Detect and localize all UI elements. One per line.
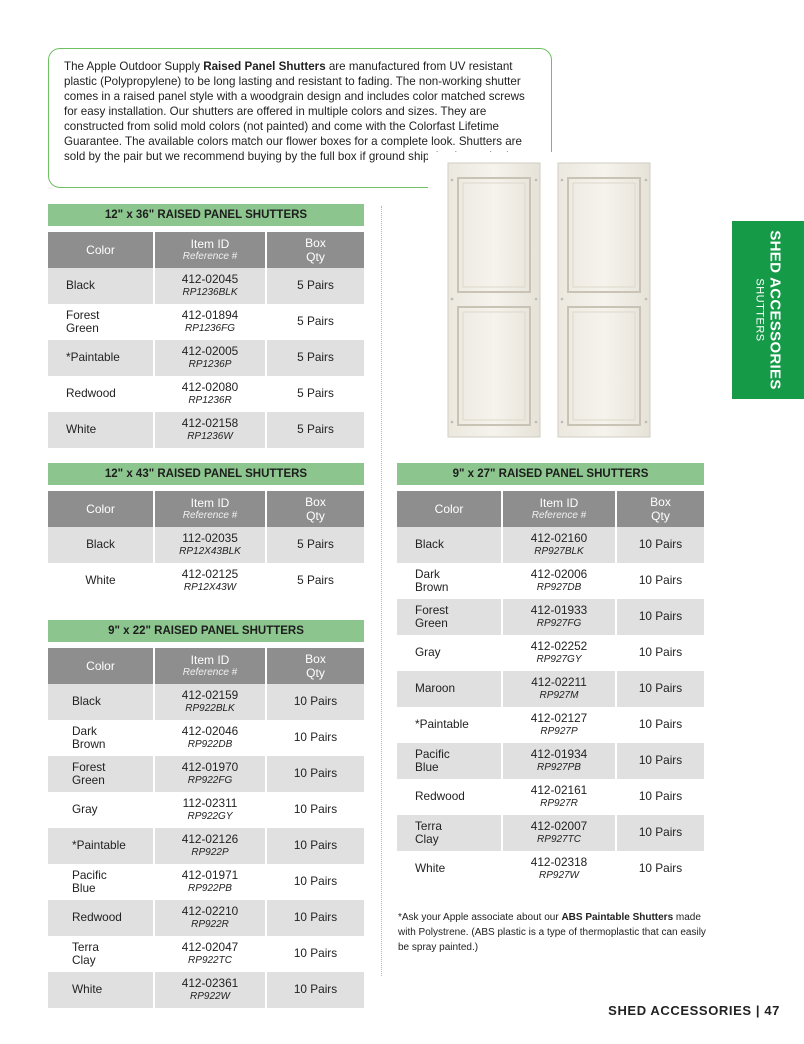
cell-item-id xyxy=(503,563,617,599)
cell-box-qty: 5 Pairs xyxy=(297,314,334,329)
cell-box-qty: 5 Pairs xyxy=(297,350,334,365)
reference-number: RP12X43W xyxy=(183,581,237,593)
header-qty-label: Qty xyxy=(306,250,325,264)
intro-product-name: Raised Panel Shutters xyxy=(203,60,326,73)
cell-color: White xyxy=(397,851,503,887)
cell-color: *Paintable xyxy=(48,340,155,376)
cell-item-id xyxy=(503,851,617,887)
reference-number: RP922P xyxy=(191,846,229,858)
header-box-label: Box xyxy=(305,236,326,250)
cell-box-qty: 10 Pairs xyxy=(293,982,338,997)
header-box-qty xyxy=(617,491,704,527)
header-reference-label: Reference # xyxy=(182,251,238,262)
footnote xyxy=(398,910,708,955)
reference-number: RP1236R xyxy=(188,394,232,406)
cell-box-qty: 10 Pairs xyxy=(293,730,338,745)
cell-item-id xyxy=(155,684,267,720)
cell-item-id xyxy=(155,527,267,563)
header-item-id-label: Item ID xyxy=(539,496,579,510)
item-id: 412-02080 xyxy=(181,380,239,395)
cell-item-id xyxy=(155,268,267,304)
reference-number: RP1236FG xyxy=(184,322,236,334)
reference-number: RP927P xyxy=(540,725,578,737)
cell-color: Terra Clay xyxy=(397,815,503,851)
cell-box-qty: 5 Pairs xyxy=(297,573,334,588)
reference-number: RP927FG xyxy=(536,617,582,629)
table-row xyxy=(48,864,364,900)
cell-box-qty: 10 Pairs xyxy=(293,694,338,709)
cell-color: Black xyxy=(48,684,155,720)
cell-box-qty: 10 Pairs xyxy=(293,874,338,889)
cell-item-id xyxy=(503,671,617,707)
table-header xyxy=(48,491,364,527)
cell-color: Dark Brown xyxy=(48,720,155,756)
table-row xyxy=(397,851,704,887)
table-row xyxy=(48,828,364,864)
cell-item-id xyxy=(155,828,267,864)
table-row xyxy=(48,268,364,304)
reference-number: RP922FG xyxy=(187,774,233,786)
cell-item-id xyxy=(155,376,267,412)
item-id: 412-02160 xyxy=(530,531,588,546)
cell-color: Pacific Blue xyxy=(48,864,155,900)
cell-color: White xyxy=(48,412,155,448)
header-item-id xyxy=(155,491,267,527)
folio-separator: | xyxy=(751,1003,765,1018)
table-row xyxy=(48,720,364,756)
column-divider xyxy=(381,206,382,976)
header-item-id xyxy=(155,232,267,268)
cell-box-qty: 10 Pairs xyxy=(638,789,683,804)
folio-section: SHED ACCESSORIES xyxy=(608,1003,752,1018)
reference-number: RP927GY xyxy=(536,653,582,665)
cell-item-id xyxy=(155,864,267,900)
header-reference-label: Reference # xyxy=(182,667,238,678)
table-row xyxy=(397,779,704,815)
table-header xyxy=(397,491,704,527)
reference-number: RP927DB xyxy=(536,581,582,593)
item-id: 412-02127 xyxy=(530,711,588,726)
footnote-text-2: made with Polystrene. (ABS plastic is a type of thermoplastic that can easily be spray painted.) xyxy=(398,912,706,953)
cell-item-id xyxy=(155,563,267,599)
page-number: 47 xyxy=(764,1003,780,1018)
header-box-label: Box xyxy=(305,495,326,509)
item-id: 412-02161 xyxy=(530,783,588,798)
reference-number: RP12X43BLK xyxy=(179,545,241,557)
cell-color: Gray xyxy=(397,635,503,671)
reference-number: RP922TC xyxy=(188,954,232,966)
cell-box-qty: 10 Pairs xyxy=(293,946,338,961)
item-id: 412-01933 xyxy=(530,603,588,618)
header-qty-label: Qty xyxy=(306,509,325,523)
cell-item-id xyxy=(155,900,267,936)
table-row xyxy=(48,376,364,412)
cell-box-qty: 10 Pairs xyxy=(638,645,683,660)
cell-color: White xyxy=(48,563,155,599)
table-row xyxy=(48,412,364,448)
cell-color: *Paintable xyxy=(397,707,503,743)
intro-text-1: The Apple Outdoor Supply xyxy=(64,60,204,73)
intro-text-2: are manufactured from UV resistant plastic (Polypropylene) to be long lasting and resistant to fading. The non-working shutter comes in a raised panel style with a woodgrain design and includes color matched screws for easy installation. Our shutters are offered in multiple colors and sizes. They are constructed from solid mold colors (not painted) and come with the Colorfast Lifetime Guarantee. The available colors match our flower boxes for a complete look. Shutters are sold by the pair but we recommend buying by the full box if ground shipping is required. xyxy=(64,60,525,163)
item-id: 112-02311 xyxy=(182,796,238,811)
item-id: 412-02005 xyxy=(181,344,239,359)
section-side-tab xyxy=(732,221,804,399)
header-reference-label: Reference # xyxy=(531,510,587,521)
table-title: 12" x 36" RAISED PANEL SHUTTERS xyxy=(48,204,364,226)
cell-box-qty: 10 Pairs xyxy=(293,802,338,817)
table-body xyxy=(48,268,364,448)
cell-color: Redwood xyxy=(397,779,503,815)
reference-number: RP1236BLK xyxy=(182,286,238,298)
cell-item-id xyxy=(503,743,617,779)
cell-box-qty: 5 Pairs xyxy=(297,537,334,552)
table-row xyxy=(48,900,364,936)
table-title: 9" x 27" RAISED PANEL SHUTTERS xyxy=(397,463,704,485)
table-row xyxy=(48,340,364,376)
item-id: 412-02045 xyxy=(181,272,239,287)
cell-color: *Paintable xyxy=(48,828,155,864)
side-tab-title: SHED ACCESSORIES xyxy=(766,230,784,390)
reference-number: RP922DB xyxy=(187,738,233,750)
cell-color: Forest Green xyxy=(48,756,155,792)
header-color: Color xyxy=(48,232,155,268)
cell-item-id xyxy=(155,936,267,972)
cell-box-qty: 5 Pairs xyxy=(297,386,334,401)
shutter-left xyxy=(448,163,540,437)
cell-color: Maroon xyxy=(397,671,503,707)
table-row xyxy=(397,815,704,851)
cell-box-qty: 10 Pairs xyxy=(638,537,683,552)
cell-box-qty: 10 Pairs xyxy=(293,838,338,853)
header-box-qty xyxy=(267,491,364,527)
table-row xyxy=(48,563,364,599)
cell-color: Gray xyxy=(48,792,155,828)
cell-item-id xyxy=(155,412,267,448)
item-id: 412-01970 xyxy=(181,760,239,775)
table-row xyxy=(397,707,704,743)
cell-box-qty: 10 Pairs xyxy=(638,717,683,732)
cell-item-id xyxy=(155,304,267,340)
table-row xyxy=(48,527,364,563)
item-id: 412-02159 xyxy=(181,688,239,703)
cell-item-id xyxy=(155,792,267,828)
cell-item-id xyxy=(503,815,617,851)
table-row xyxy=(397,743,704,779)
table-body xyxy=(48,527,364,599)
reference-number: RP922R xyxy=(191,918,229,930)
table-row xyxy=(48,972,364,1008)
reference-number: RP922BLK xyxy=(185,702,235,714)
reference-number: RP927W xyxy=(538,869,579,881)
item-id: 412-02126 xyxy=(181,832,239,847)
table-9x22 xyxy=(48,620,364,1008)
cell-color: Terra Clay xyxy=(48,936,155,972)
table-row xyxy=(397,527,704,563)
header-box-label: Box xyxy=(305,652,326,666)
table-header xyxy=(48,648,364,684)
page-folio xyxy=(608,1003,780,1018)
cell-item-id xyxy=(503,635,617,671)
cell-box-qty: 10 Pairs xyxy=(638,861,683,876)
header-reference-label: Reference # xyxy=(182,510,238,521)
item-id: 112-02035 xyxy=(182,531,238,546)
cell-item-id xyxy=(155,972,267,1008)
reference-number: RP927PB xyxy=(537,761,581,773)
header-qty-label: Qty xyxy=(651,509,670,523)
table-row xyxy=(48,684,364,720)
footnote-product: ABS Paintable Shutters xyxy=(561,912,674,923)
cell-box-qty: 10 Pairs xyxy=(293,766,338,781)
table-12x36 xyxy=(48,204,364,448)
table-body xyxy=(48,684,364,1008)
cell-color: Black xyxy=(48,527,155,563)
table-row xyxy=(397,563,704,599)
table-header xyxy=(48,232,364,268)
cell-color: Redwood xyxy=(48,376,155,412)
item-id: 412-02361 xyxy=(181,976,239,991)
reference-number: RP922PB xyxy=(188,882,232,894)
item-id: 412-02252 xyxy=(530,639,588,654)
header-color: Color xyxy=(397,491,503,527)
item-id: 412-02210 xyxy=(181,904,239,919)
item-id: 412-01894 xyxy=(181,308,239,323)
table-body xyxy=(397,527,704,887)
header-box-qty xyxy=(267,232,364,268)
header-item-id xyxy=(155,648,267,684)
cell-color: Forest Green xyxy=(397,599,503,635)
cell-box-qty: 10 Pairs xyxy=(638,609,683,624)
cell-box-qty: 10 Pairs xyxy=(293,910,338,925)
cell-item-id xyxy=(155,756,267,792)
item-id: 412-02158 xyxy=(181,416,239,431)
reference-number: RP927M xyxy=(539,689,579,701)
cell-color: Forest Green xyxy=(48,304,155,340)
table-9x27 xyxy=(397,463,704,887)
cell-color: Black xyxy=(48,268,155,304)
cell-item-id xyxy=(503,707,617,743)
item-id: 412-02211 xyxy=(531,675,587,690)
item-id: 412-02006 xyxy=(530,567,588,582)
table-title: 9" x 22" RAISED PANEL SHUTTERS xyxy=(48,620,364,642)
cell-item-id xyxy=(155,720,267,756)
reference-number: RP922W xyxy=(189,990,230,1002)
table-row xyxy=(48,304,364,340)
header-qty-label: Qty xyxy=(306,666,325,680)
header-item-id-label: Item ID xyxy=(190,237,230,251)
header-item-id-label: Item ID xyxy=(190,653,230,667)
item-id: 412-02047 xyxy=(181,940,239,955)
side-tab-subtitle: SHUTTERS xyxy=(753,278,766,342)
cell-box-qty: 10 Pairs xyxy=(638,681,683,696)
header-color: Color xyxy=(48,491,155,527)
cell-item-id xyxy=(503,527,617,563)
table-row xyxy=(397,599,704,635)
item-id: 412-02007 xyxy=(530,819,588,834)
table-12x43 xyxy=(48,463,364,599)
shutters-image xyxy=(428,152,660,448)
cell-item-id xyxy=(503,779,617,815)
header-box-label: Box xyxy=(650,495,671,509)
cell-box-qty: 10 Pairs xyxy=(638,573,683,588)
header-color: Color xyxy=(48,648,155,684)
header-item-id xyxy=(503,491,617,527)
item-id: 412-02125 xyxy=(181,567,239,582)
cell-color: Redwood xyxy=(48,900,155,936)
cell-color: Dark Brown xyxy=(397,563,503,599)
header-box-qty xyxy=(267,648,364,684)
footnote-text-1: *Ask your Apple associate about our xyxy=(398,912,562,923)
table-row xyxy=(48,936,364,972)
item-id: 412-02046 xyxy=(181,724,239,739)
cell-color: Pacific Blue xyxy=(397,743,503,779)
cell-item-id xyxy=(155,340,267,376)
item-id: 412-01971 xyxy=(181,868,239,883)
header-item-id-label: Item ID xyxy=(190,496,230,510)
reference-number: RP927TC xyxy=(537,833,581,845)
cell-box-qty: 10 Pairs xyxy=(638,753,683,768)
table-row xyxy=(397,671,704,707)
table-row xyxy=(397,635,704,671)
cell-item-id xyxy=(503,599,617,635)
cell-box-qty: 5 Pairs xyxy=(297,422,334,437)
cell-box-qty: 10 Pairs xyxy=(638,825,683,840)
item-id: 412-01934 xyxy=(530,747,588,762)
reference-number: RP927R xyxy=(540,797,578,809)
reference-number: RP927BLK xyxy=(534,545,584,557)
item-id: 412-02318 xyxy=(530,855,588,870)
reference-number: RP1236P xyxy=(188,358,232,370)
cell-color: White xyxy=(48,972,155,1008)
cell-color: Black xyxy=(397,527,503,563)
table-title: 12" x 43" RAISED PANEL SHUTTERS xyxy=(48,463,364,485)
shutter-right xyxy=(558,163,650,437)
table-row xyxy=(48,756,364,792)
table-row xyxy=(48,792,364,828)
reference-number: RP1236W xyxy=(187,430,233,442)
cell-box-qty: 5 Pairs xyxy=(297,278,334,293)
reference-number: RP922GY xyxy=(187,810,233,822)
